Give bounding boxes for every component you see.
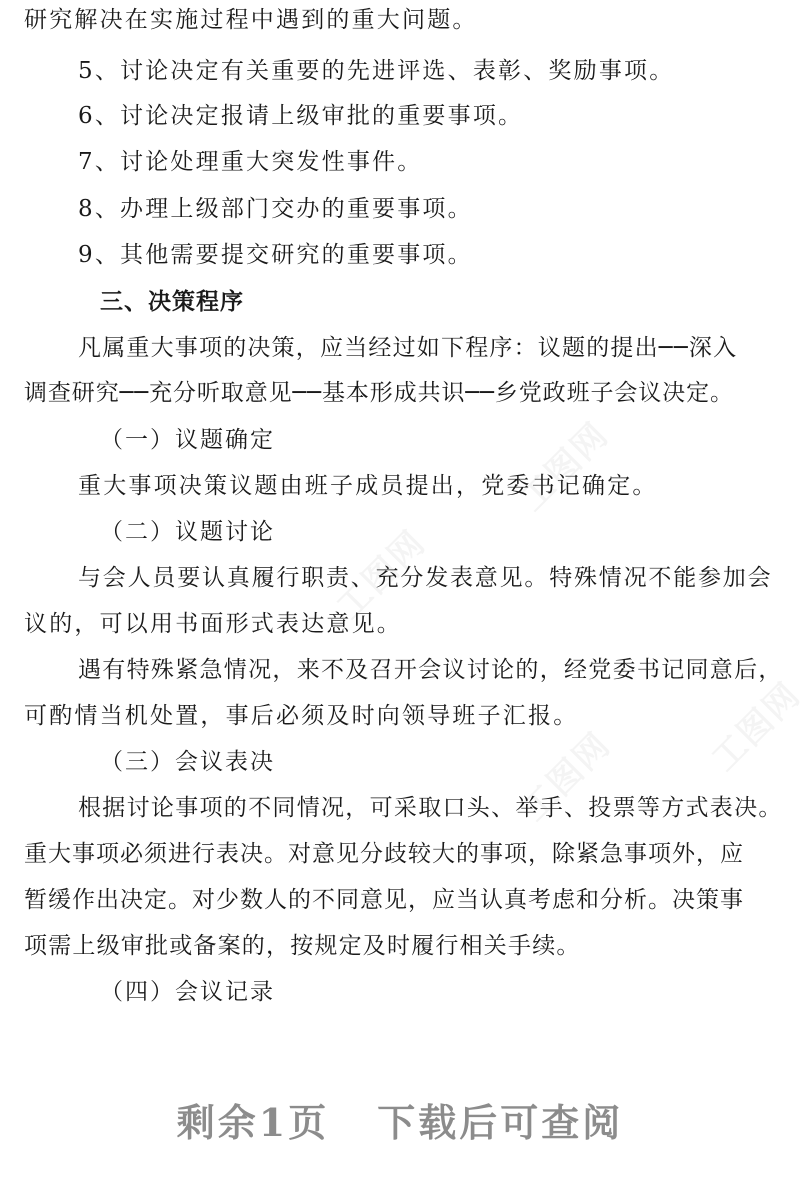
body-text-line: 根据讨论事项的不同情况，可采取口头、举手、投票等方式表决。 xyxy=(78,795,783,821)
body-text-line: 项需上级审批或备案的，按规定及时履行相关手续。 xyxy=(24,933,581,959)
section-heading: 三、决策程序 xyxy=(100,289,244,315)
body-text-line: 研究解决在实施过程中遇到的重大问题。 xyxy=(24,7,478,33)
list-item-8: 8、办理上级部门交办的重要事项。 xyxy=(78,196,473,222)
body-text-line: 重大事项决策议题由班子成员提出，党委书记确定。 xyxy=(78,473,658,499)
list-item-5: 5、讨论决定有关重要的先进评选、表彰、奖励事项。 xyxy=(78,58,675,84)
list-item-7: 7、讨论处理重大突发性事件。 xyxy=(78,149,423,175)
body-text-line: 与会人员要认真履行职责、充分发表意见。特殊情况不能参加会 xyxy=(78,565,773,591)
body-text-line: 重大事项必须进行表决。对意见分歧较大的事项，除紧急事项外，应 xyxy=(24,841,744,867)
subsection-heading: （一）议题确定 xyxy=(100,427,275,453)
subsection-heading: （三）会议表决 xyxy=(100,749,275,775)
download-notice[interactable] xyxy=(0,1092,800,1147)
list-item-9: 9、其他需要提交研究的重要事项。 xyxy=(78,242,473,268)
list-item-6: 6、讨论决定报请上级审批的重要事项。 xyxy=(78,103,524,129)
body-text-line: 调查研究──充分听取意见──基本形成共识──乡党政班子会议决定。 xyxy=(24,380,734,406)
body-text-line: 议的，可以用书面形式表达意见。 xyxy=(24,611,402,637)
body-text-line: 凡属重大事项的决策，应当经过如下程序：议题的提出──深入 xyxy=(78,335,738,361)
body-text-line: 可酌情当机处置，事后必须及时向领导班子汇报。 xyxy=(24,703,579,729)
remaining-pages-label: 剩余1页 xyxy=(176,1100,330,1145)
body-text-line: 遇有特殊紧急情况，来不及召开会议讨论的，经党委书记同意后， xyxy=(78,657,783,683)
subsection-heading: （二）议题讨论 xyxy=(100,519,275,545)
body-text-line: 暂缓作出决定。对少数人的不同意见，应当认真考虑和分析。决策事 xyxy=(24,887,744,913)
subsection-heading: （四）会议记录 xyxy=(100,979,275,1005)
download-to-view-label: 下载后可查阅 xyxy=(377,1100,624,1145)
